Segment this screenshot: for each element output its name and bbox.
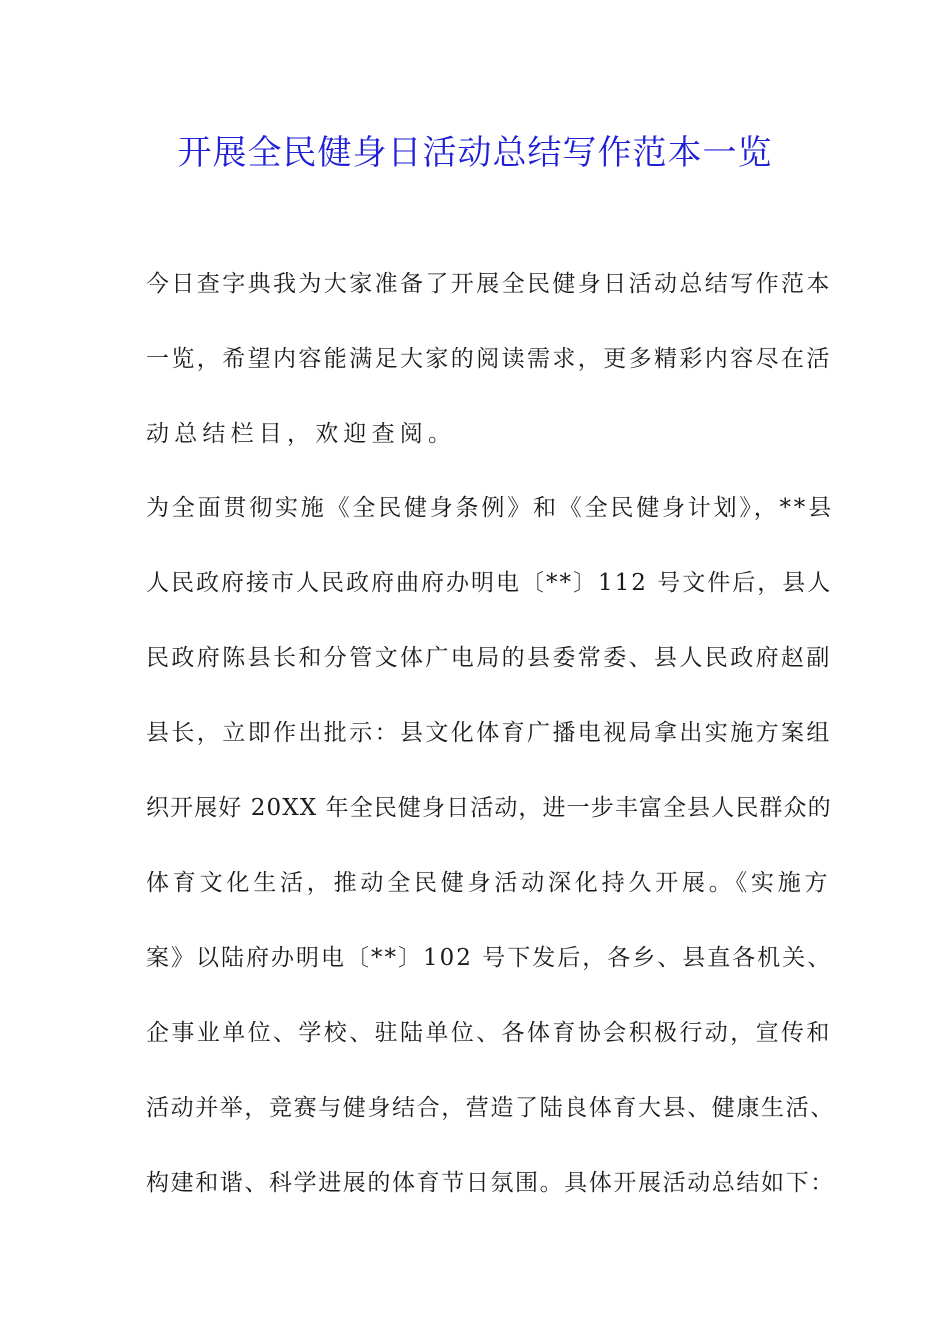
paragraph-line: 人民政府接市人民政府曲府办明电〔**〕112 号文件后，县人 [146,570,833,596]
paragraph-line: 今日查字典我为大家准备了开展全民健身日活动总结写作范本 [146,271,832,297]
paragraph-line: 为全面贯彻实施《全民健身条例》和《全民健身计划》，**县 [146,495,834,521]
paragraph-line: 活动并举，竞赛与健身结合，营造了陆良体育大县、健康生活、 [146,1095,835,1121]
paragraph-line: 企事业单位、学校、驻陆单位、各体育协会积极行动，宣传和 [146,1020,832,1046]
paragraph-line: 体育文化生活，推动全民健身活动深化持久开展。《实施方 [146,870,832,896]
paragraph-line: 案》以陆府办明电〔**〕102 号下发后，各乡、县直各机关、 [146,945,833,971]
paragraph-line: 民政府陈县长和分管文体广电局的县委常委、县人民政府赵副 [146,645,832,671]
paragraph-line: 县长，立即作出批示：县文化体育广播电视局拿出实施方案组 [146,720,832,746]
paragraph-line: 织开展好 20XX 年全民健身日活动，进一步丰富全县人民群众的 [146,795,832,821]
paragraph-line: 一览，希望内容能满足大家的阅读需求，更多精彩内容尽在活 [146,346,832,372]
document-title: 开展全民健身日活动总结写作范本一览 [177,133,773,173]
paragraph-line: 动总结栏目，欢迎查阅。 [146,421,457,447]
paragraph-line: 构建和谐、科学进展的体育节日氛围。具体开展活动总结如下： [146,1170,835,1196]
